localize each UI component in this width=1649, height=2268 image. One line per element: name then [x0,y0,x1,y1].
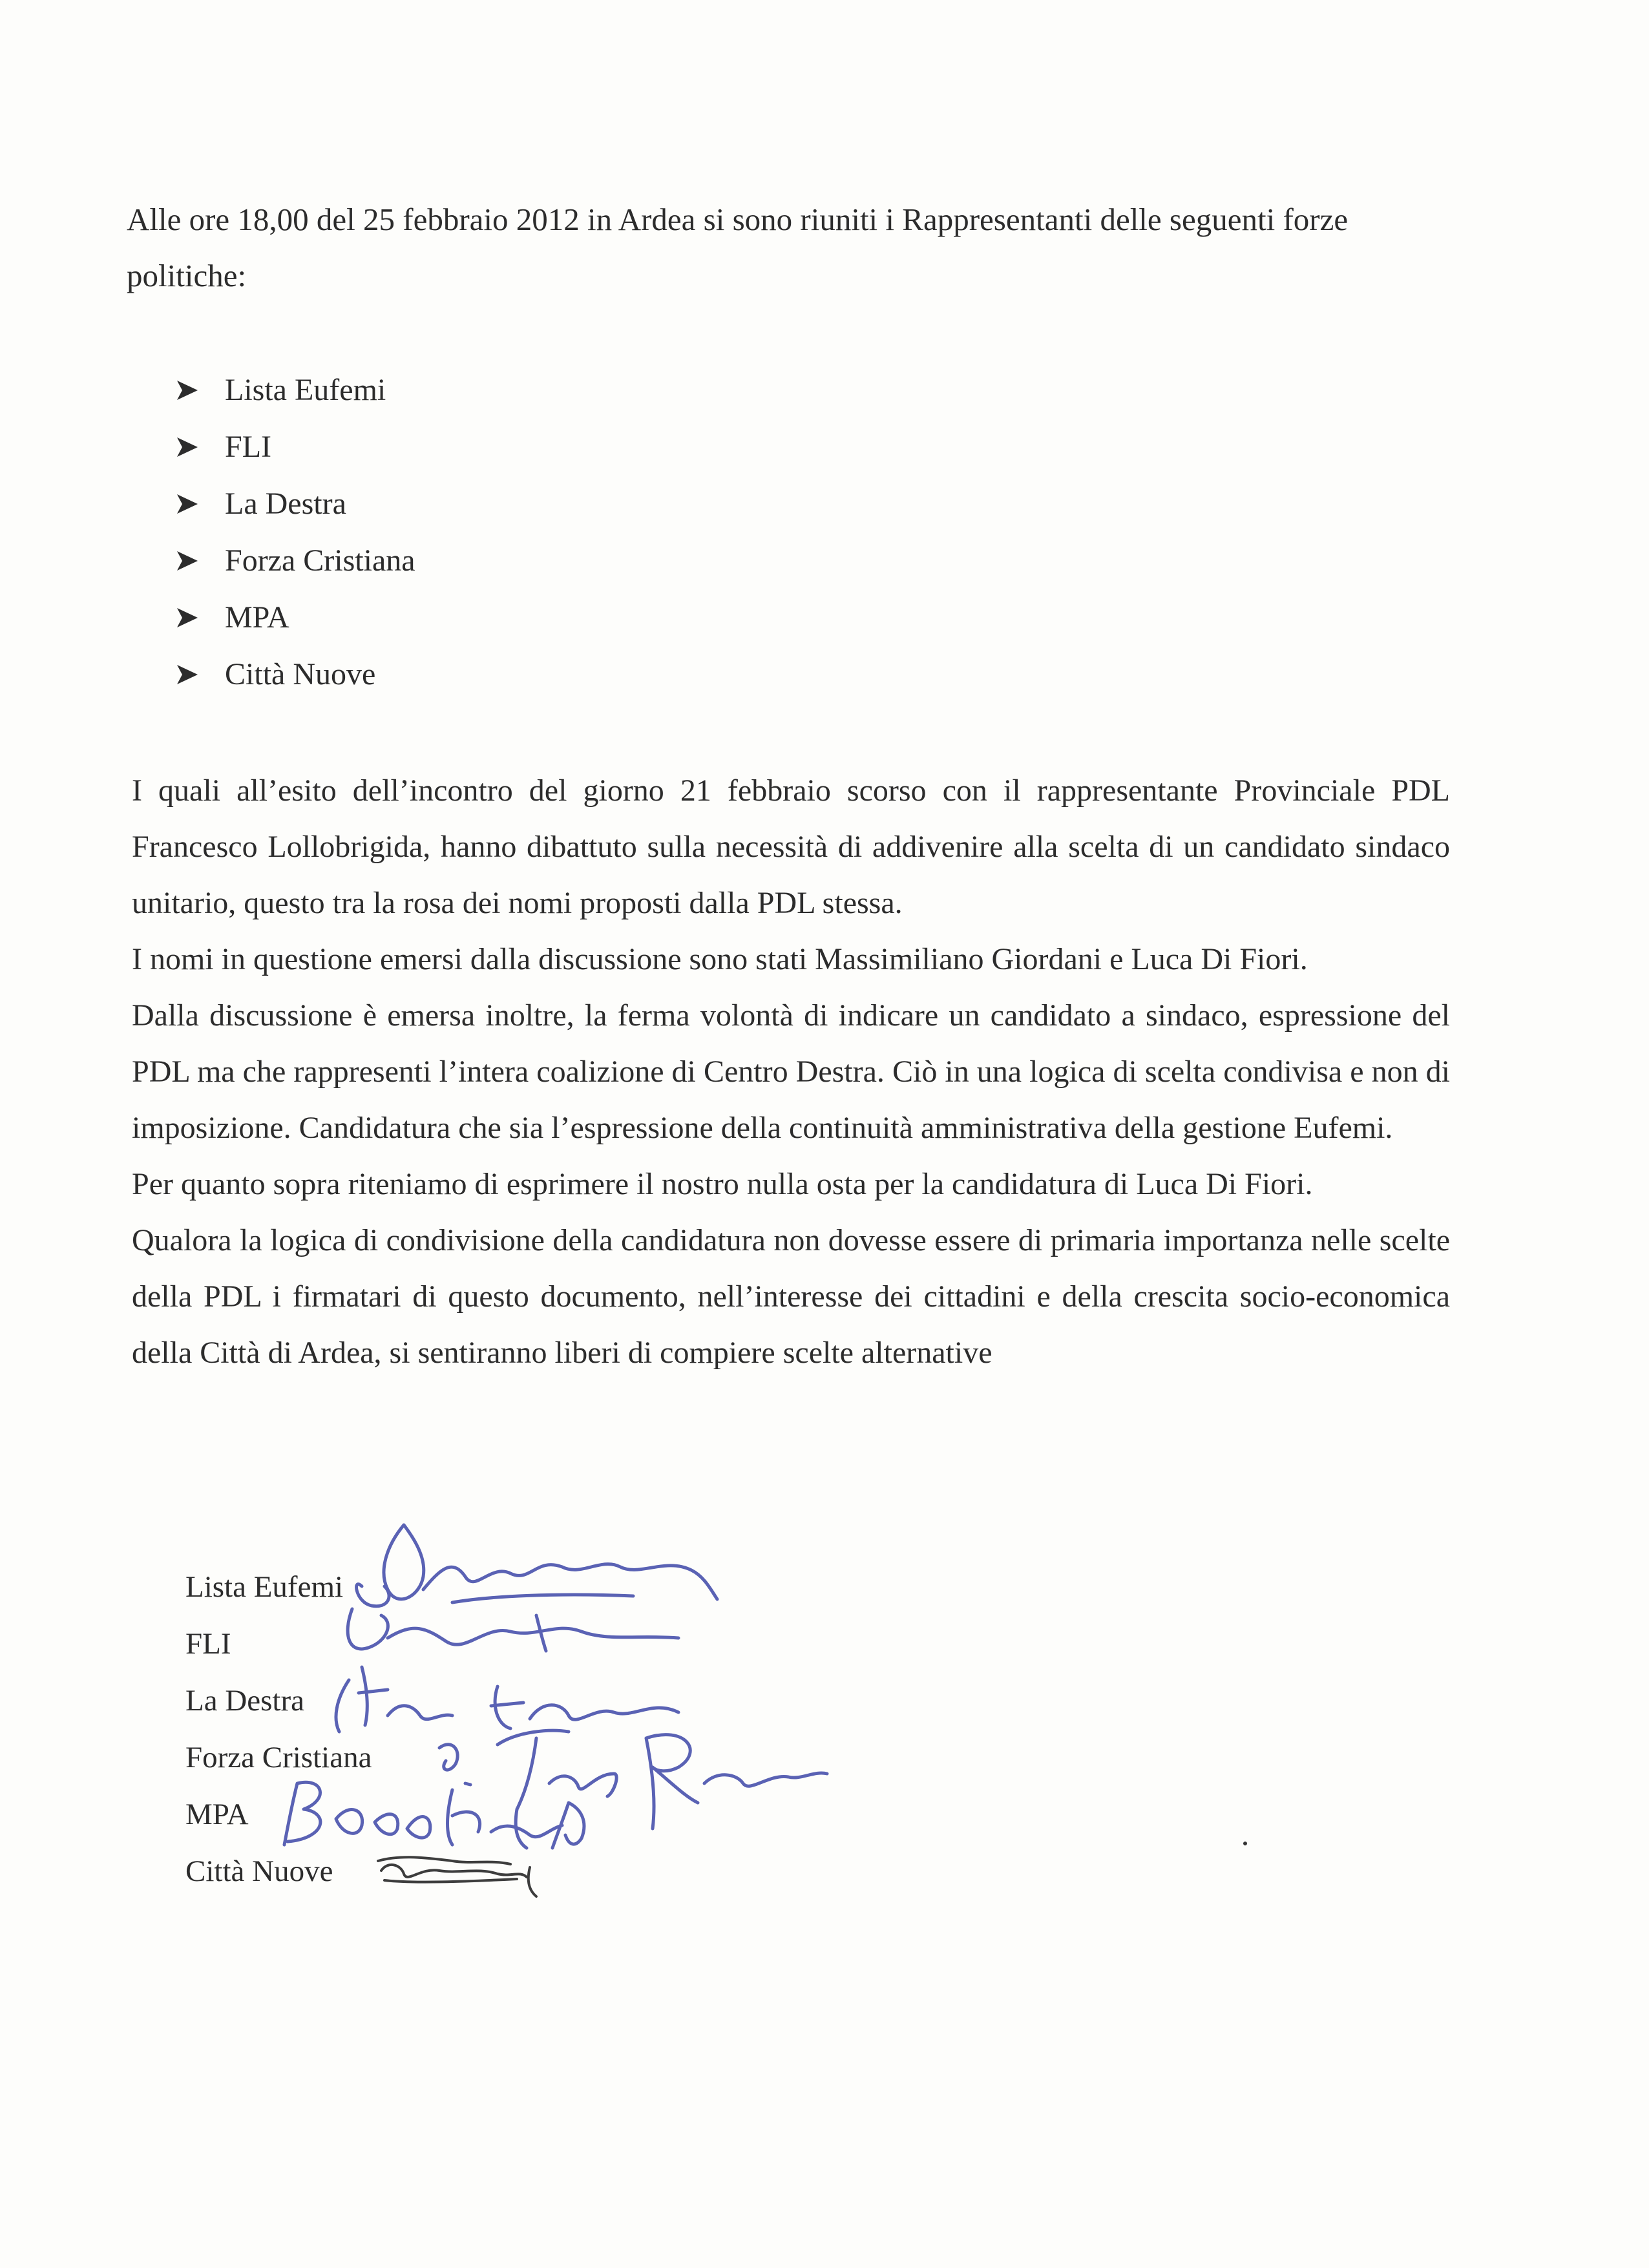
list-item [176,362,415,419]
signatory-label: Città Nuove [185,1854,333,1888]
signature-fli [348,1609,678,1651]
arrowhead-icon [176,379,225,401]
list-item-label: Forza Cristiana [225,543,415,578]
signatory-label: MPA [185,1798,249,1831]
paragraph-discussion: Dalla discussione è emersa inoltre, la ferma volontà di indicare un candidato a sindaco, espressione del PDL ma che rappresenti l’intera coalizione di Centro Destra. Ciò in una logica di scelta condivisa e non di imposizione. Candidatura che sia l’espressione della continuità amministrativa della gestione Eufemi. [132,998,1450,1145]
list-item [176,419,415,476]
signature-citta-nuove [378,1857,536,1896]
paragraph-nulla-osta: Per quanto sopra riteniamo di esprimere il nostro nulla osta per la candidatura di Luca Di Fiori. [132,1167,1313,1201]
signatory-label: FLI [185,1627,231,1661]
paragraph-names: I nomi in questione emersi dalla discussione sono stati Massimiliano Giordani e Luca Di Fiori. [132,942,1308,976]
list-item-label: MPA [225,600,289,635]
signature-forza-cristiana [439,1730,827,1829]
arrowhead-icon [176,436,225,458]
signature-la-destra [336,1667,678,1732]
list-item-label: La Destra [225,487,346,521]
signatory-list [185,1559,372,1900]
party-list [176,362,415,703]
paragraph-meeting: I quali all’esito dell’incontro del giorno 21 febbraio scorso con il rappresentante Provinciale PDL Francesco Lollobrigida, hanno dibattuto sulla necessità di addivenire alla scelta di un candidato sindaco unitario, questo tra la rosa dei nomi proposti dalla PDL stessa. [132,773,1450,920]
ink-speck [1243,1842,1247,1845]
list-item [176,589,415,646]
list-item [176,646,415,703]
signatory-label: Lista Eufemi [185,1570,344,1604]
arrowhead-icon [176,493,225,515]
list-item-label: Città Nuove [225,657,376,691]
paragraph-conclusion: Qualora la logica di condivisione della candidatura non dovesse essere di primaria importanza nelle scelte della PDL i firmatari di questo documento, nell’interesse dei cittadini e della crescita socio-economica della Città di Ardea, si sentiranno liberi di compiere scelte alternative [132,1223,1450,1370]
arrowhead-icon [176,550,225,572]
arrowhead-icon [176,664,225,686]
signature-lista-eufemi [357,1525,717,1606]
list-item-label: Lista Eufemi [225,373,386,407]
intro-paragraph: Alle ore 18,00 del 25 febbraio 2012 in Ardea si sono riuniti i Rappresentanti delle seguenti forze politiche: [127,202,1349,293]
list-item-label: FLI [225,430,271,464]
list-item [176,532,415,589]
body-text [132,762,1450,1381]
arrowhead-icon [176,607,225,629]
signatory-label: Forza Cristiana [185,1741,372,1774]
list-item [176,476,415,532]
signatory-label: La Destra [185,1684,304,1717]
